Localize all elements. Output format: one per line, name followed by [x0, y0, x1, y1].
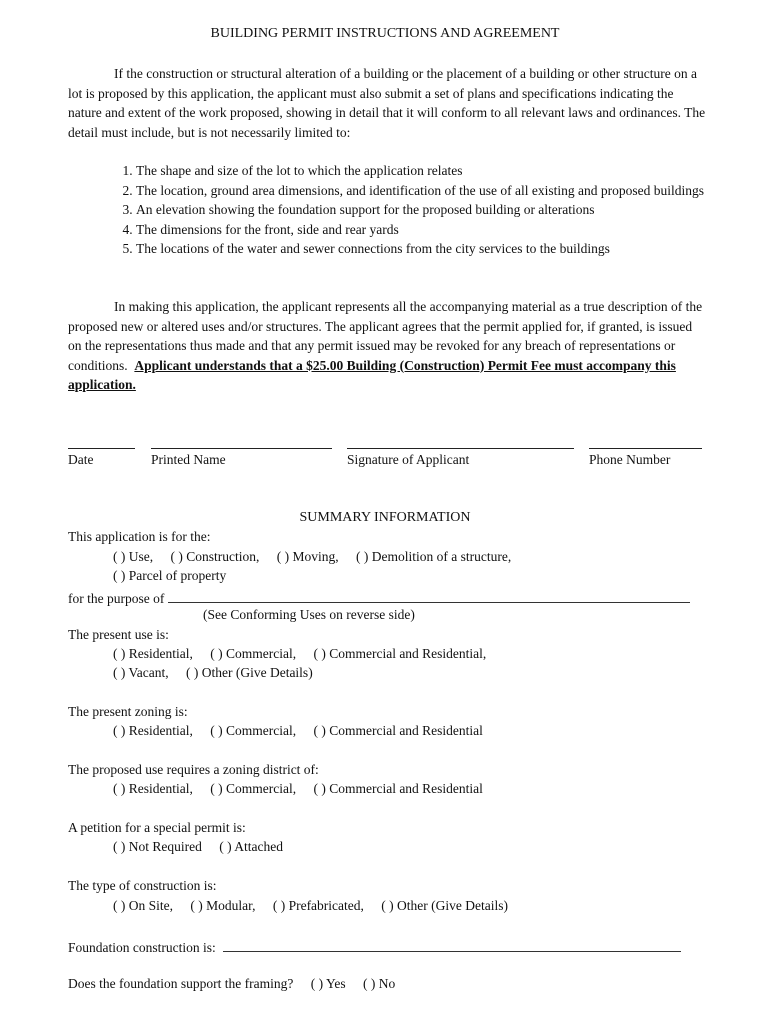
option-commercial[interactable]: ( ) Commercial,: [210, 781, 297, 796]
proposed-zoning-options: [113, 781, 497, 797]
agreement-text-block: [68, 297, 708, 395]
option-commercial-residential[interactable]: ( ) Commercial and Residential,: [313, 646, 487, 661]
option-construction[interactable]: ( ) Construction,: [170, 549, 260, 564]
framing-row: [68, 976, 409, 992]
option-yes[interactable]: ( ) Yes: [310, 976, 346, 991]
printed-name-label: Printed Name: [151, 452, 226, 467]
agreement-paragraph: [68, 297, 708, 395]
signature-label: Signature of Applicant: [347, 452, 470, 467]
option-vacant[interactable]: ( ) Vacant,: [113, 665, 169, 680]
option-on-site[interactable]: ( ) On Site,: [113, 898, 173, 913]
construction-type-label: The type of construction is:: [68, 878, 217, 893]
construction-type-options: [113, 898, 522, 914]
option-not-required[interactable]: ( ) Not Required: [113, 839, 202, 854]
present-use-options-2: [113, 665, 327, 681]
list-item: 5. The locations of the water and sewer connections from the city services to the buildings: [136, 239, 756, 259]
present-zoning-label: The present zoning is:: [68, 704, 188, 719]
option-attached[interactable]: ( ) Attached: [219, 839, 283, 854]
fee-notice: Applicant understands that a $25.00 Building (Construction) Permit Fee must accompany this application.: [68, 357, 676, 392]
application-for-options: [113, 549, 525, 565]
purpose-row: [68, 588, 690, 607]
special-permit-label: A petition for a special permit is:: [68, 820, 246, 835]
present-use-options: [113, 646, 500, 662]
foundation-label: Foundation construction is:: [68, 940, 216, 955]
phone-line[interactable]: [589, 448, 702, 449]
present-use-label: The present use is:: [68, 627, 169, 642]
date-label: Date: [68, 452, 94, 467]
list-item: 3. An elevation showing the foundation support for the proposed building or alterations: [136, 200, 756, 220]
list-item: 4. The dimensions for the front, side and rear yards: [136, 220, 756, 240]
foundation-field[interactable]: [223, 937, 681, 952]
option-parcel[interactable]: ( ) Parcel of property: [113, 568, 227, 583]
option-prefabricated[interactable]: ( ) Prefabricated,: [272, 898, 364, 913]
foundation-row: [68, 937, 681, 956]
printed-name-line[interactable]: [151, 448, 332, 449]
option-modular[interactable]: ( ) Modular,: [190, 898, 256, 913]
option-residential[interactable]: ( ) Residential,: [113, 781, 193, 796]
phone-label: Phone Number: [589, 452, 671, 467]
date-line[interactable]: [68, 448, 135, 449]
application-for-label: This application is for the:: [68, 529, 211, 544]
option-commercial[interactable]: ( ) Commercial,: [210, 646, 297, 661]
intro-text: If the construction or structural alteration of a building or the placement of a building or other structure on a lot is proposed by this application, the applicant must also submit a set of plans and specifications indicating the nature and extent of the work proposed, showing in detail that it will conform to all relevant laws and ordinances. The detail must include, but is not necessarily limited to:: [68, 66, 706, 140]
requirements-list: [68, 161, 756, 259]
summary-title: SUMMARY INFORMATION: [299, 510, 471, 525]
option-demolition[interactable]: ( ) Demolition of a structure,: [356, 549, 512, 564]
signature-line[interactable]: [347, 448, 574, 449]
purpose-note: (See Conforming Uses on reverse side): [203, 607, 415, 622]
document-title: BUILDING PERMIT INSTRUCTIONS AND AGREEMENT: [210, 26, 560, 41]
purpose-label: for the purpose of: [68, 591, 165, 606]
list-item: 2. The location, ground area dimensions, and identification of the use of all existing and proposed buildings: [136, 181, 756, 201]
application-for-options-2: [113, 568, 240, 584]
option-other[interactable]: ( ) Other (Give Details): [185, 665, 313, 680]
framing-question: Does the foundation support the framing?: [68, 976, 294, 991]
option-residential[interactable]: ( ) Residential,: [113, 646, 193, 661]
list-item: 1. The shape and size of the lot to which the application relates: [136, 161, 756, 181]
option-use[interactable]: ( ) Use,: [113, 549, 154, 564]
option-commercial-residential[interactable]: ( ) Commercial and Residential: [313, 781, 483, 796]
proposed-zoning-label: The proposed use requires a zoning district of:: [68, 762, 319, 777]
option-commercial-residential[interactable]: ( ) Commercial and Residential: [313, 723, 483, 738]
purpose-field[interactable]: [168, 588, 690, 603]
option-residential[interactable]: ( ) Residential,: [113, 723, 193, 738]
present-zoning-options: [113, 723, 497, 739]
agreement-text: In making this application, the applicant represents all the accompanying material as a true description of the proposed new or altered uses and/or structures. The applicant agrees that the permit applied for, if granted, is issued on the representations thus made and that any permit issued may be revoked for any breach of representations or conditions.: [68, 299, 703, 373]
intro-paragraph: [68, 64, 708, 142]
special-permit-options: [113, 839, 297, 855]
option-no[interactable]: ( ) No: [362, 976, 396, 991]
option-other[interactable]: ( ) Other (Give Details): [381, 898, 508, 913]
option-commercial[interactable]: ( ) Commercial,: [210, 723, 297, 738]
option-moving[interactable]: ( ) Moving,: [276, 549, 339, 564]
